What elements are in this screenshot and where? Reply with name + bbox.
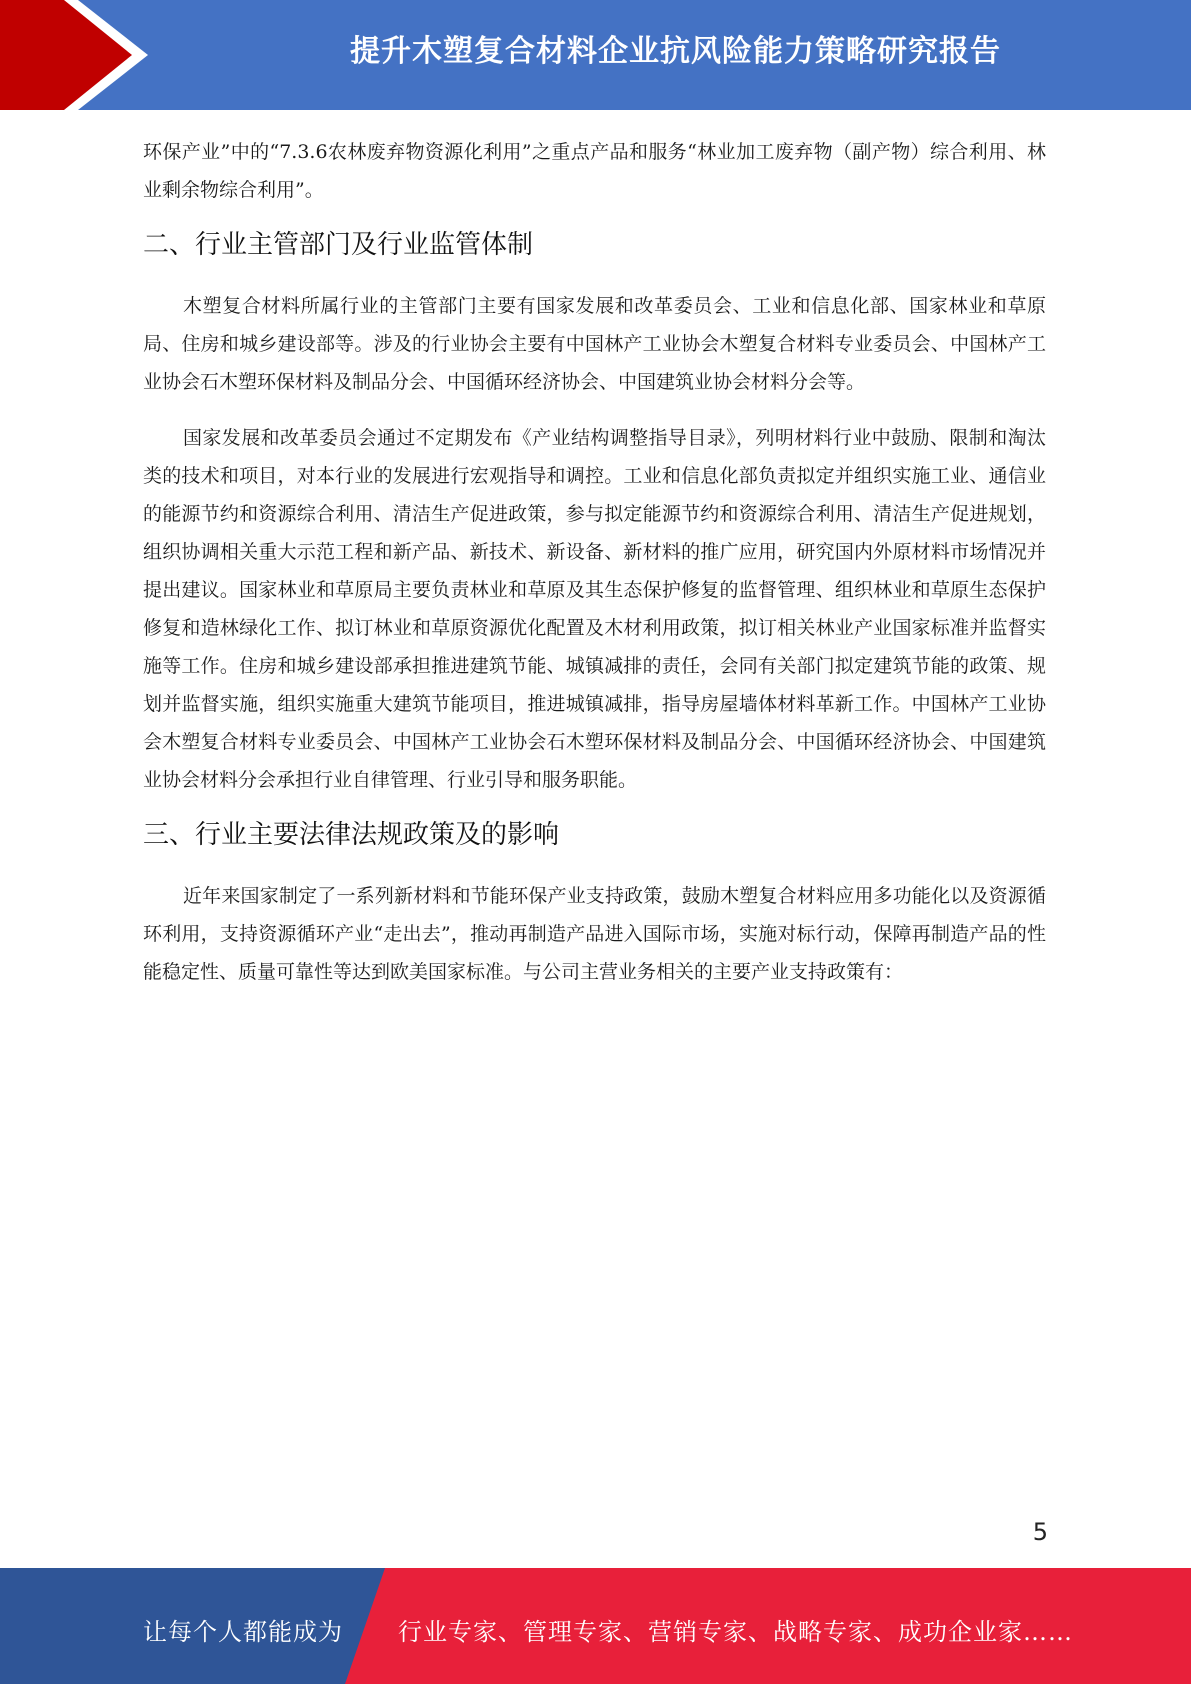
page-number: 5	[1032, 1518, 1048, 1546]
section2-paragraph-1: 木塑复合材料所属行业的主管部门主要有国家发展和改革委员会、工业和信息化部、国家林业和草原局、住房和城乡建设部等。涉及的行业协会主要有中国林产工业协会木塑复合材料专业委员会、中国林产工业协会石木塑环保材料及制品分会、中国循环经济协会、中国建筑业协会材料分会等。	[143, 295, 1046, 393]
section2-paragraph-2: 国家发展和改革委员会通过不定期发布《产业结构调整指导目录》，列明材料行业中鼓励、限制和淘汰类的技术和项目，对本行业的发展进行宏观指导和调控。工业和信息化部负责拟定并组织实施工业、通信业的能源节约和资源综合利用、清洁生产促进政策，参与拟定能源节约和资源综合利用、清洁生产促进规划，组织协调相关重大示范工程和新产品、新技术、新设备、新材料的推广应用，研究国内外原材料市场情况并提出建议。国家林业和草原局主要负责林业和草原及其生态保护修复的监督管理、组织林业和草原生态保护修复和造林绿化工作、拟订林业和草原资源优化配置及木材利用政策，拟订相关林业产业国家标准并监督实施等工作。住房和城乡建设部承担推进建筑节能、城镇减排的责任，会同有关部门拟定建筑节能的政策、规划并监督实施，组织实施重大建筑节能项目，推进城镇减排，指导房屋墙体材料革新工作。中国林产工业协会木塑复合材料专业委员会、中国林产工业协会石木塑环保材料及制品分会、中国循环经济协会、中国建筑业协会材料分会承担行业自律管理、行业引导和服务职能。	[143, 427, 1046, 791]
footer-banner	[0, 1568, 1191, 1684]
footer-slogan-right: 行业专家、管理专家、营销专家、战略专家、成功企业家……	[398, 1618, 1073, 1646]
section3-paragraph-1: 近年来国家制定了一系列新材料和节能环保产业支持政策，鼓励木塑复合材料应用多功能化以及资源循环利用，支持资源循环产业“走出去”，推动再制造产品进入国际市场，实施对标行动，保障再制造产品的性能稳定性、质量可靠性等达到欧美国家标准。与公司主营业务相关的主要产业支持政策有：	[143, 885, 1046, 983]
section-heading-regulation: 二、行业主管部门及行业监管体制	[143, 230, 534, 260]
report-title: 提升木塑复合材料企业抗风险能力策略研究报告	[350, 34, 1001, 69]
section-heading-policy: 三、行业主要法律法规政策及的影响	[143, 820, 560, 850]
header-banner	[0, 0, 1191, 110]
intro-paragraph: 环保产业”中的“7.3.6农林废弃物资源化利用”之重点产品和服务“林业加工废弃物（副产物）综合利用、林业剩余物综合利用”。	[143, 141, 1046, 201]
page-content	[143, 133, 1046, 991]
footer-slogan-left: 让每个人都能成为	[143, 1618, 343, 1646]
